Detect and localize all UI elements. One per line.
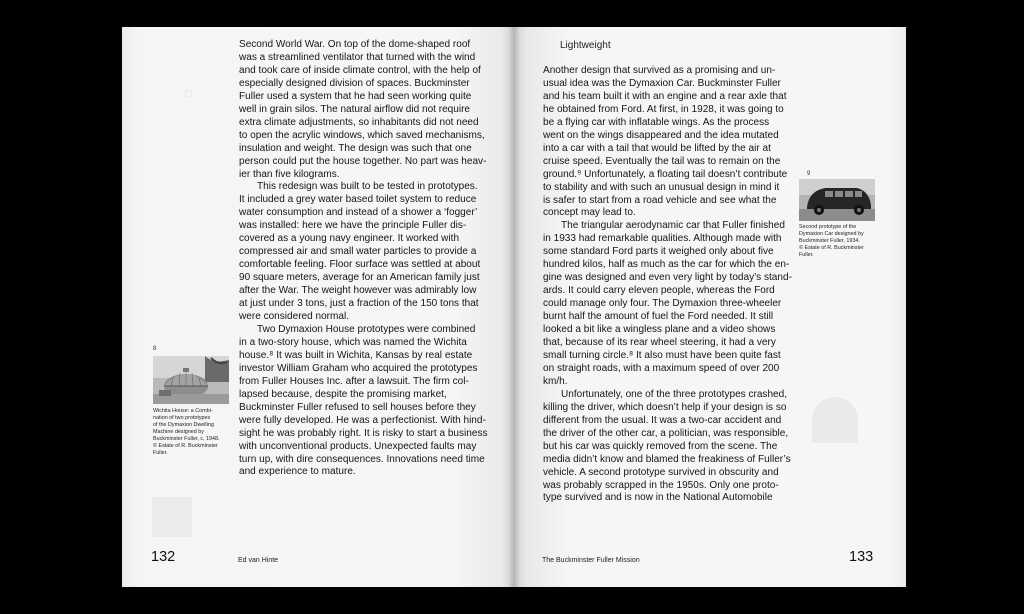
right-running-head: The Buckminster Fuller Mission — [542, 557, 640, 564]
dymaxion-car-photo — [799, 179, 875, 221]
right-body-text: Another design that survived as a promising and un- usual idea was the Dymaxion Car. Buckminster Fuller and his team built it with an engine and a rear axle that he obtained from Ford. At first, in 1928, it was going to be a flying car with inflatable wings. As the process went on the wings disappeared and the idea mutated into a car with a tail that would be lifted by the air at cruise speed. Eventually the tail was to remain on the ground.⁹ Unfortunately, a floating tail doesn’t contribute to stability and with such an unusual design in mind it is safer to start from a road vehicle and see what the concept may lead to. The triangular aerodynamic car that Fuller finished in 1933 had remarkable qualities. Although made with some standard Ford parts it weighed only about five hundred kilos, half as much as the car for which the en- gine was designed and even very light by today’s stand- ards. It could carry eleven people, whereas the Ford could manage only four. The Dymaxion three-wheeler burnt half the amount of fuel the Ford needed. It still looked a bit like a wingless plane and a video shows that, because of its rear wheel steering, it had a very small turning circle.⁸ It also must have been quite fast on straight roads, with a maximum speed of over 200 km/h. Unfortunately, one of the three prototypes crashed, killing the driver, which doesn’t help if your design is so different from the usual. It was a two-car accident and the driver of the other car, a politician, was responsible, but his car was quickly removed from the scene. The media didn’t know and blamed the freakiness of Fuller’s vehicle. A second prototype survived in obscurity and was probably scrapped in the 1950s. Only one proto- type survived and is now in the National Automobile — [543, 65, 792, 504]
left-page-number: 132 — [151, 549, 176, 565]
figure-9-caption: Second prototype of the Dymaxion Car designed by Buckminster Fuller, 1934. © Estate of R. Buckminster Fuller. — [799, 224, 864, 258]
figure-8-number: 8 — [153, 346, 157, 352]
figure-8-caption: Wichita House: a Combi- nation of two prototypes of the Dymaxion Dwelling Machine designed by Buckminster Fuller, c. 1948. © Estate of R. Buckminster Fuller. — [153, 408, 220, 456]
show-through-mark: ▢ — [184, 88, 193, 98]
right-page-number: 133 — [849, 549, 874, 565]
open-book — [122, 27, 906, 587]
wichita-house-photo — [153, 356, 229, 404]
left-running-head: Ed van Hinte — [238, 557, 279, 564]
wichita-house-image — [153, 356, 229, 404]
left-body-text: Second World War. On top of the dome-shaped roof was a streamlined ventilator that turned with the wind and took care of inside climate control, with the help of especially designed division of spaces. Buckminster Fuller used a system that he had seen working quite well in grain silos. The natural airflow did not require extra climate adjustments, so inhabitants did not need to open the acrylic windows, which saved mechanisms, insulation and weight. The design was such that one person could put the house together. No part was heav- ier than five kilograms. This redesign was built to be tested in prototypes. It included a grey water based toilet system to reduce water consumption and instead of a shower a ‘fogger’ was installed: here we have the principle Fuller dis- covered as a young navy engineer. It worked with compressed air and small water particles to provide a comfortable feeling. Floor surface was settled at about 90 square meters, average for an American family just after the War. The weight however was admirably low at just under 3 tons, just a fraction of the 150 tons that were considered normal. Two Dymaxion House prototypes were combined in a two-story house, which was named the Wichita house.⁸ It was built in Wichita, Kansas by real estate investor William Graham who acquired the prototypes from Fuller Houses Inc. after a lawsuit. The firm col- lapsed because, despite the promising market, Buckminster Fuller refused to sell houses before they were fully developed. He was a perfectionist. With hind- sight he was probably right. It is risky to start a business with unconventional products. Unexpected faults may turn up, with dire consequences. Innovations need time and experience to mature. — [239, 39, 488, 478]
section-title: Lightweight — [560, 40, 611, 51]
right-page — [514, 27, 906, 587]
figure-9-number: 9 — [807, 171, 811, 177]
show-through-shape — [152, 497, 192, 537]
book-gutter — [508, 27, 520, 587]
dymaxion-car-image — [799, 179, 875, 221]
show-through-shape — [812, 397, 858, 443]
left-page — [122, 27, 514, 587]
